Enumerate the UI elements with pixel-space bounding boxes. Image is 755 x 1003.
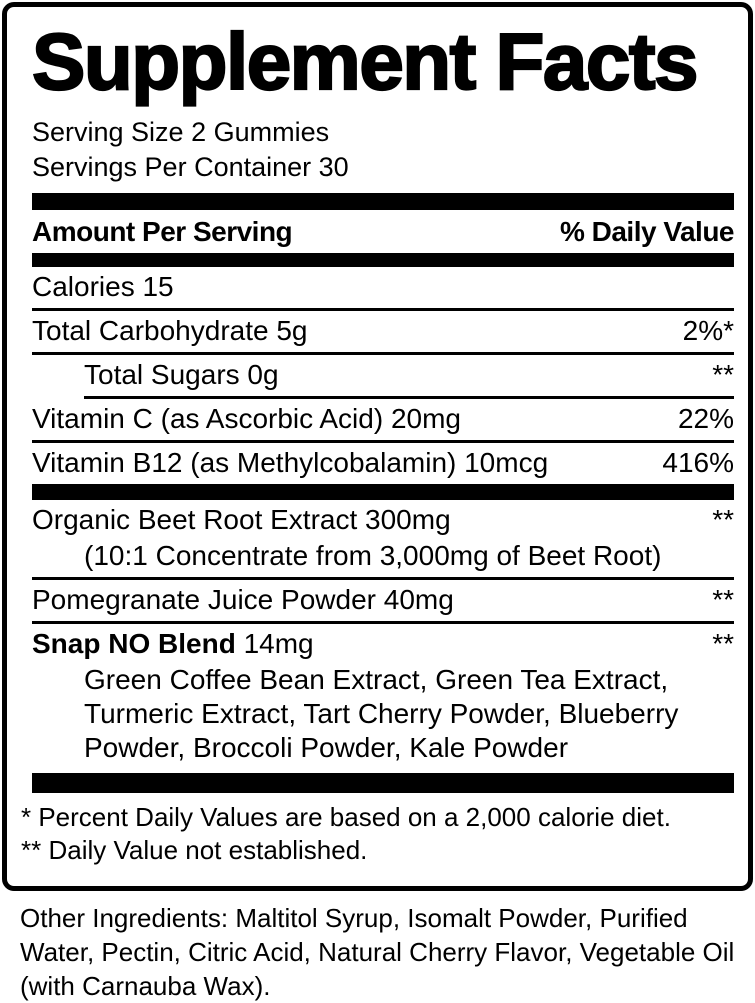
- nutrient-name: Calories 15: [32, 271, 174, 302]
- nutrient-name: Vitamin C (as Ascorbic Acid) 20mg: [32, 403, 461, 434]
- other-ingredients-line: Water, Pectin, Citric Acid, Natural Cherry Flavor, Vegetable Oil: [20, 937, 735, 967]
- nutrient-name-bold: Snap NO Blend: [32, 628, 236, 659]
- nutrient-row: [32, 355, 734, 396]
- nutrient-row: [32, 399, 734, 440]
- nutrient-row: [32, 267, 734, 308]
- thick-divider-footnotes: [32, 773, 734, 793]
- serving-info: [32, 115, 734, 185]
- serving-size: Serving Size 2 Gummies: [32, 117, 330, 147]
- nutrient-row: [32, 311, 734, 352]
- other-ingredients-line: Other Ingredients: Maltitol Syrup, Isomalt Powder, Purified: [20, 903, 688, 933]
- thick-divider-header: [32, 253, 734, 267]
- detail-line: Powder, Broccoli Powder, Kale Powder: [84, 732, 569, 763]
- footnotes: [21, 801, 734, 867]
- daily-value: 22%: [677, 403, 734, 434]
- nutrient-name: Total Sugars 0g: [84, 359, 279, 390]
- thick-divider-mid: [32, 484, 734, 500]
- detail-line: Green Coffee Bean Extract, Green Tea Extract,: [84, 664, 669, 695]
- detail-line: (10:1 Concentrate from 3,000mg of Beet Root): [84, 540, 662, 571]
- amount-per-serving-header: Amount Per Serving: [32, 216, 293, 247]
- daily-value: **: [712, 628, 734, 659]
- thick-divider-top: [32, 193, 734, 210]
- supplement-facts-panel: [2, 2, 753, 891]
- nutrient-name: Total Carbohydrate 5g: [32, 315, 308, 346]
- nutrient-row: [32, 624, 734, 665]
- footnote-daily-value: * Percent Daily Values are based on a 2,000 calorie diet.: [21, 802, 671, 832]
- footnote-not-established: ** Daily Value not established.: [21, 835, 368, 865]
- nutrient-detail: [32, 663, 734, 765]
- other-ingredients-line: (with Carnauba Wax).: [20, 971, 271, 1001]
- nutrient-row: [32, 580, 734, 621]
- daily-value: 2%*: [682, 315, 734, 346]
- daily-value: **: [712, 504, 734, 535]
- panel-title: Supplement Facts: [32, 17, 698, 106]
- nutrient-detail: [32, 539, 734, 573]
- nutrient-name: Organic Beet Root Extract 300mg: [32, 504, 451, 535]
- detail-line: Turmeric Extract, Tart Cherry Powder, Blueberry: [84, 698, 679, 729]
- nutrient-rows: [32, 267, 734, 765]
- column-header-row: [32, 210, 734, 253]
- nutrient-name: Vitamin B12 (as Methylcobalamin) 10mcg: [32, 447, 549, 478]
- servings-per-container: Servings Per Container 30: [32, 152, 349, 182]
- nutrient-row: [32, 500, 734, 541]
- nutrient-name: Snap NO Blend 14mg: [32, 628, 314, 659]
- nutrient-name: Pomegranate Juice Powder 40mg: [32, 584, 454, 615]
- daily-value: **: [712, 359, 734, 390]
- daily-value: **: [712, 584, 734, 615]
- nutrient-row: [32, 443, 734, 484]
- daily-value-header: % Daily Value: [559, 216, 734, 247]
- other-ingredients-block: [20, 901, 755, 1003]
- daily-value: 416%: [662, 447, 734, 478]
